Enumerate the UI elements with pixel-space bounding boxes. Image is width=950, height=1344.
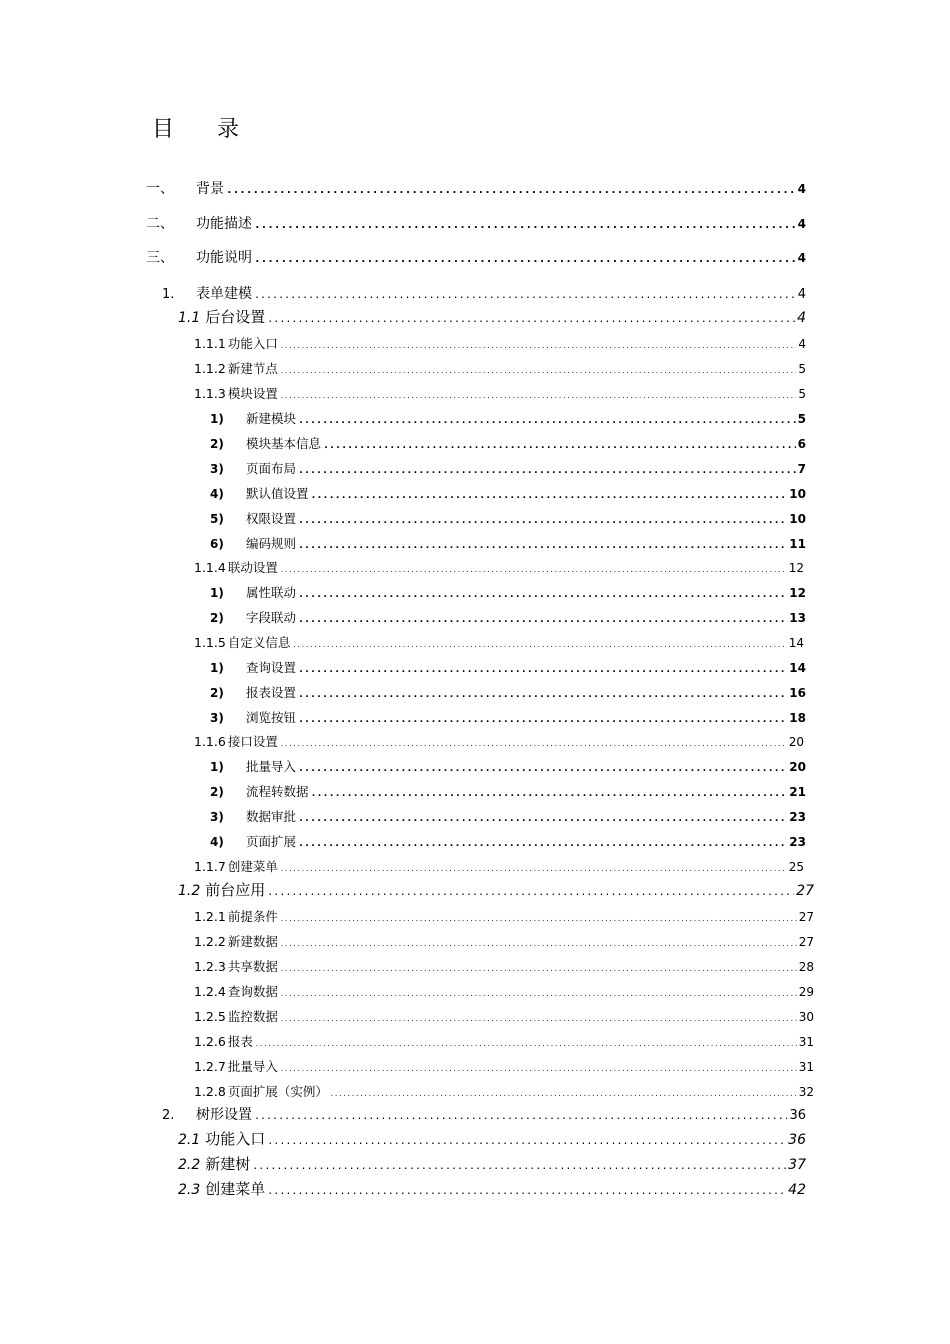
toc-dot-leader	[280, 865, 787, 873]
toc-entry[interactable]	[194, 932, 814, 950]
toc-entry-number: 1.1.4	[194, 560, 226, 575]
toc-entry[interactable]	[178, 879, 814, 900]
toc-entry-page: 29	[798, 985, 814, 999]
toc-entry[interactable]	[210, 583, 806, 601]
toc-entry-page: 36	[788, 1132, 806, 1148]
toc-dot-leader	[254, 1111, 787, 1122]
toc-dot-leader	[267, 1186, 786, 1197]
toc-entry-text: 新建模块	[246, 411, 297, 426]
toc-dot-leader	[292, 641, 786, 649]
toc-entry[interactable]	[194, 1032, 814, 1050]
toc-entry-number: 2)	[210, 785, 224, 799]
toc-entry[interactable]	[178, 1128, 806, 1149]
toc-entry[interactable]	[210, 459, 806, 477]
toc-entry-number: 1.2.1	[194, 909, 226, 924]
toc-entry-number: 二、	[146, 216, 174, 232]
toc-entry-text: 权限设置	[246, 511, 297, 526]
toc-dot-leader	[280, 740, 787, 748]
toc-dot-leader	[298, 689, 787, 700]
toc-entry-number: 2)	[210, 437, 224, 451]
toc-dot-leader	[298, 838, 787, 849]
toc-entry-text: 查询设置	[246, 660, 297, 675]
toc-entry-number: 1.2.2	[194, 934, 226, 949]
toc-entry-number: 2.	[162, 1108, 175, 1123]
toc-entry[interactable]	[210, 534, 806, 552]
toc-dot-leader	[298, 540, 787, 551]
toc-entry[interactable]	[194, 732, 804, 750]
toc-entry-page: 12	[788, 561, 804, 575]
toc-entry-number: 1.2.4	[194, 984, 226, 999]
toc-entry-page: 7	[797, 462, 806, 476]
toc-entry-page: 23	[789, 810, 806, 824]
toc-dot-leader	[280, 342, 797, 350]
toc-entry-text: 页面布局	[246, 461, 297, 476]
toc-dot-leader	[280, 915, 797, 923]
toc-entry-page: 10	[789, 487, 806, 501]
toc-entry-text: 联动设置	[227, 560, 278, 575]
toc-entry-number: 1)	[210, 586, 224, 600]
toc-dot-leader	[298, 614, 787, 625]
toc-entry-page: 32	[798, 1085, 814, 1099]
toc-entry-page: 16	[789, 686, 806, 700]
toc-dot-leader	[323, 440, 796, 451]
toc-entry-number: 1.2.5	[194, 1009, 226, 1024]
toc-entry-page: 42	[788, 1182, 806, 1198]
toc-entry[interactable]	[194, 558, 804, 576]
toc-entry-text: 批量导入	[227, 1059, 278, 1074]
toc-entry[interactable]	[178, 1153, 806, 1174]
toc-entry[interactable]	[210, 608, 806, 626]
toc-entry-page: 4	[798, 337, 806, 351]
toc-dot-leader	[298, 664, 787, 675]
toc-entry-page: 4	[797, 251, 806, 265]
toc-entry-number: 1.1	[178, 310, 201, 326]
toc-entry[interactable]	[210, 409, 806, 427]
toc-entry-page: 36	[789, 1108, 806, 1123]
toc-entry-number: 2)	[210, 611, 224, 625]
toc-entry-page: 18	[789, 711, 806, 725]
toc-entry-text: 表单建模	[196, 286, 252, 302]
toc-entry-number: 1.2.3	[194, 959, 226, 974]
toc-entry-text: 编码规则	[246, 536, 297, 551]
toc-entry-text: 功能描述	[196, 216, 252, 232]
toc-dot-leader	[255, 1040, 797, 1048]
toc-entry-number: 2)	[210, 686, 224, 700]
toc-entry[interactable]	[194, 907, 814, 925]
toc-dot-leader	[298, 415, 796, 426]
toc-entry-page: 5	[798, 362, 806, 376]
toc-entry-text: 接口设置	[227, 734, 278, 749]
toc-entry-number: 1.1.1	[194, 336, 226, 351]
toc-entry[interactable]	[146, 247, 806, 267]
toc-dot-leader	[254, 290, 796, 301]
toc-dot-leader	[298, 465, 796, 476]
toc-dot-leader	[280, 1015, 797, 1023]
toc-entry-number: 3)	[210, 711, 224, 725]
toc-entry-text: 功能入口	[205, 1130, 266, 1148]
toc-entry-page: 4	[797, 287, 806, 302]
toc-entry[interactable]	[210, 757, 806, 775]
toc-entry-page: 30	[798, 1010, 814, 1024]
toc-entry-text: 前提条件	[227, 909, 278, 924]
toc-entry-page: 21	[789, 785, 806, 799]
toc-dot-leader	[298, 589, 787, 600]
toc-dot-leader	[330, 1090, 797, 1098]
toc-dot-leader	[298, 515, 787, 526]
toc-entry-page: 27	[798, 910, 814, 924]
toc-entry-page: 28	[798, 960, 814, 974]
toc-entry-number: 4)	[210, 835, 224, 849]
toc-entry-text: 共享数据	[227, 959, 278, 974]
toc-dot-leader	[298, 813, 787, 824]
toc-entry[interactable]	[178, 306, 806, 327]
toc-entry[interactable]	[210, 807, 806, 825]
toc-entry-page: 4	[797, 310, 806, 326]
toc-entry-text: 报表	[227, 1034, 253, 1049]
toc-entry-number: 三、	[146, 250, 174, 266]
toc-entry-text: 模块基本信息	[246, 436, 322, 451]
toc-entry[interactable]	[146, 178, 806, 198]
toc-entry-number: 1.1.2	[194, 361, 226, 376]
toc-entry-number: 5)	[210, 512, 224, 526]
toc-dot-leader	[298, 763, 787, 774]
toc-entry-page: 5	[798, 387, 806, 401]
toc-entry-number: 1.1.3	[194, 386, 226, 401]
toc-entry-text: 新建树	[205, 1155, 251, 1173]
toc-entry[interactable]	[210, 782, 806, 800]
toc-entry[interactable]	[210, 434, 806, 452]
toc-entry-number: 6)	[210, 537, 224, 551]
toc-entry-page: 23	[789, 835, 806, 849]
toc-entry[interactable]	[210, 683, 806, 701]
toc-dot-leader	[280, 367, 797, 375]
toc-entry-text: 模块设置	[227, 386, 278, 401]
toc-entry-page: 37	[788, 1157, 806, 1173]
toc-entry-number: 1)	[210, 412, 224, 426]
toc-entry-text: 报表设置	[246, 685, 297, 700]
toc-dot-leader	[280, 1065, 797, 1073]
toc-entry[interactable]	[194, 1007, 814, 1025]
toc-entry-page: 27	[796, 883, 814, 899]
toc-entry-page: 13	[789, 611, 806, 625]
toc-entry-text: 监控数据	[227, 1009, 278, 1024]
toc-entry[interactable]	[194, 334, 806, 352]
toc-entry-number: 2.1	[178, 1132, 201, 1148]
toc-entry-page: 31	[798, 1060, 814, 1074]
toc-dot-leader	[280, 940, 797, 948]
toc-entry-text: 流程转数据	[246, 784, 309, 799]
toc-entry[interactable]	[194, 957, 814, 975]
toc-entry-number: 1.	[162, 287, 175, 302]
toc-entry-page: 14	[788, 636, 804, 650]
toc-dot-leader	[280, 566, 787, 574]
toc-entry-text: 自定义信息	[227, 635, 291, 650]
toc-entry-number: 1.1.6	[194, 734, 226, 749]
toc-entry[interactable]	[210, 658, 806, 676]
toc-entry-page: 12	[789, 586, 806, 600]
toc-entry[interactable]	[146, 213, 806, 233]
toc-entry-text: 功能入口	[227, 336, 278, 351]
toc-entry-number: 2.2	[178, 1157, 201, 1173]
toc-entry[interactable]	[210, 708, 806, 726]
toc-dot-leader	[267, 314, 795, 325]
toc-entry-page: 25	[788, 860, 804, 874]
toc-entry-page: 10	[789, 512, 806, 526]
toc-dot-leader	[267, 1136, 786, 1147]
toc-entry[interactable]	[194, 384, 806, 402]
toc-entry-number: 1)	[210, 661, 224, 675]
toc-entry-number: 一、	[146, 181, 174, 197]
toc-dot-leader	[311, 490, 788, 501]
toc-entry-number: 2.3	[178, 1182, 201, 1198]
toc-entry-page: 6	[797, 437, 806, 451]
toc-entry-page: 4	[797, 182, 806, 196]
toc-entry[interactable]	[162, 1104, 806, 1124]
toc-entry[interactable]	[194, 982, 814, 1000]
toc-entry-text: 后台设置	[205, 308, 266, 326]
toc-entry-number: 1.2.7	[194, 1059, 226, 1074]
toc-entry-number: 4)	[210, 487, 224, 501]
toc-entry-page: 5	[797, 412, 806, 426]
toc-entry-number: 1.2.6	[194, 1034, 226, 1049]
toc-entry[interactable]	[210, 509, 806, 527]
toc-entry-text: 数据审批	[246, 809, 297, 824]
toc-dot-leader	[254, 252, 796, 265]
toc-entry-text: 功能说明	[196, 250, 252, 266]
toc-title: 目 录	[152, 117, 257, 142]
toc-entry-text: 批量导入	[246, 759, 297, 774]
toc-entry[interactable]	[210, 484, 806, 502]
toc-entry-text: 字段联动	[246, 610, 297, 625]
toc-dot-leader	[254, 218, 796, 231]
toc-entry[interactable]	[194, 633, 804, 651]
toc-entry-text: 页面扩展	[246, 834, 297, 849]
toc-entry-number: 1.1.7	[194, 859, 226, 874]
toc-entry-number: 1.1.5	[194, 635, 226, 650]
toc-entry-text: 查询数据	[227, 984, 278, 999]
toc-entry[interactable]	[162, 283, 806, 303]
toc-dot-leader	[267, 887, 794, 898]
toc-entry-text: 创建菜单	[205, 1180, 266, 1198]
toc-entry-number: 1.2	[178, 883, 201, 899]
toc-entry-page: 11	[789, 537, 806, 551]
toc-entry[interactable]	[178, 1178, 806, 1199]
toc-entry-page: 20	[789, 760, 806, 774]
toc-entry-text: 树形设置	[196, 1107, 252, 1123]
toc-entry-page: 27	[798, 935, 814, 949]
toc-entry-text: 默认值设置	[246, 486, 309, 501]
toc-entry[interactable]	[194, 359, 806, 377]
toc-entry[interactable]	[210, 832, 806, 850]
toc-entry-text: 创建菜单	[227, 859, 278, 874]
toc-entry-page: 20	[788, 735, 804, 749]
toc-entry-number: 1)	[210, 760, 224, 774]
toc-dot-leader	[280, 965, 797, 973]
toc-dot-leader	[280, 990, 797, 998]
toc-entry-text: 前台应用	[205, 881, 266, 899]
toc-entry-text: 属性联动	[246, 585, 297, 600]
toc-entry-page: 4	[797, 217, 806, 231]
toc-dot-leader	[280, 392, 797, 400]
toc-entry-text: 浏览按钮	[246, 710, 297, 725]
toc-dot-leader	[226, 183, 796, 196]
toc-entry-text: 背景	[196, 181, 224, 197]
toc-entry-number: 3)	[210, 810, 224, 824]
toc-entry-text: 新建节点	[227, 361, 278, 376]
toc-entry-number: 3)	[210, 462, 224, 476]
toc-entry-page: 31	[798, 1035, 814, 1049]
toc-dot-leader	[311, 788, 788, 799]
toc-entry[interactable]	[194, 857, 804, 875]
toc-dot-leader	[252, 1161, 786, 1172]
toc-entry[interactable]	[194, 1057, 814, 1075]
toc-entry-text: 页面扩展（实例）	[227, 1084, 328, 1099]
toc-entry-page: 14	[789, 661, 806, 675]
toc-entry-text: 新建数据	[227, 934, 278, 949]
toc-entry[interactable]	[194, 1082, 814, 1100]
toc-entry-number: 1.2.8	[194, 1084, 226, 1099]
toc-dot-leader	[298, 714, 787, 725]
